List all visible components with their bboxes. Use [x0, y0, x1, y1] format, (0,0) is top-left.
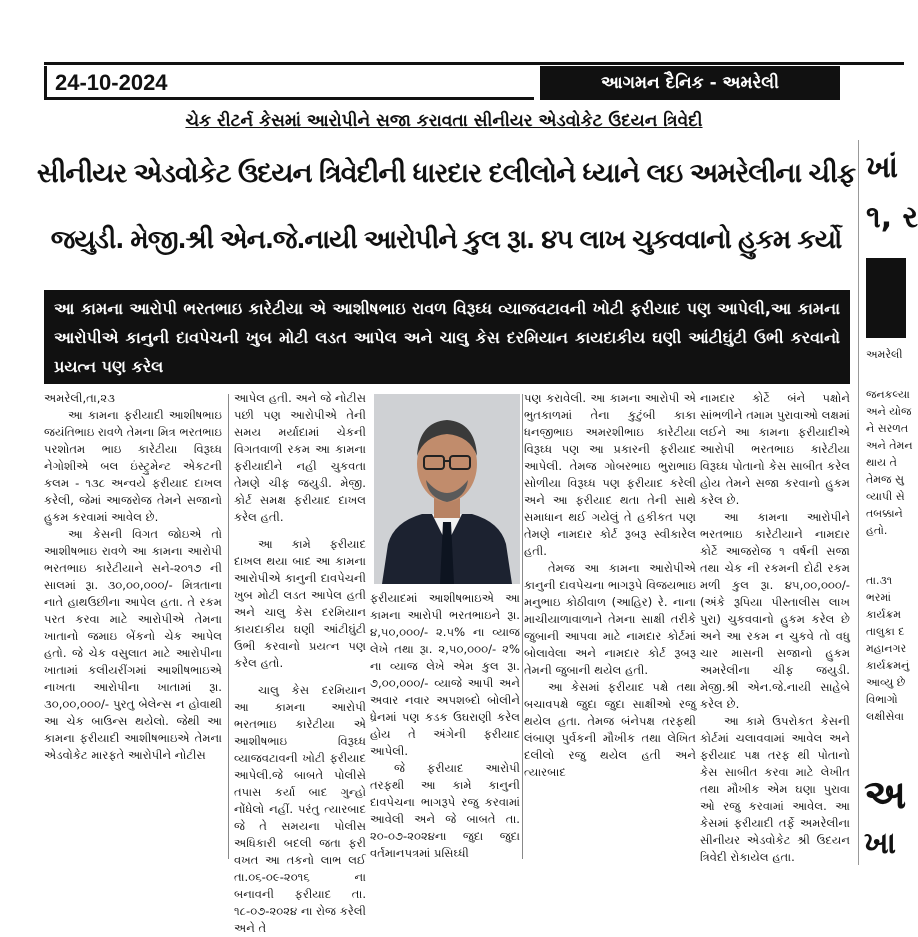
side-line: અને યોજ	[866, 405, 912, 418]
paragraph: આ કામના ફરીયાદી આશીષભાઇ જયંતિભાઇ રાવળે તેમના મિત્ર ભરતભાઇ પરશોતમ ભાઇ કારેટીયા વિરૂઘ્ધ નેગોશીએ બલ ઇંસ્ટ્રુમેન્ટ એકટની કલમ - ૧૩૮ અન્વયે ફરીયાદ દાખલ કરેલી, જેમાં આજરોજ તેમને સજાનો હુકમ કરવામાં આવેલ છે.	[44, 408, 222, 524]
article-column-4	[524, 390, 696, 860]
paragraph: આ કેસમાં ફરીયાદ પક્ષે તથા બચાવપક્ષે જુદા જુદા સાક્ષીઓ રજુ થયેલ હતા. તેમજ બંનેપક્ષ તરફથી લંબાણ પુર્વકની મૌખીક તથા લેખિત દલીલો રજુ થયેલ હતી અને ત્યારબાદ	[524, 680, 696, 779]
side-column-text-b	[866, 572, 910, 725]
side-line: લક્ષીસેવા	[866, 710, 904, 723]
side-dateline: અમરેલી	[866, 348, 903, 361]
paragraph: આ કામે ફરીયાદ દાખલ થયા બાદ આ કામના આરોપીએ કાનુની દાવપેચની ખુબ મોટી લડત આપેલ હતી અને ચાલુ કેસ દરમિયાન કાયદાકીય ઘણી આંટીઘુંટી ઉભી કરવાનો પ્રયત્ન પણ કરેલ હતો.	[234, 537, 366, 670]
side-line: ભરમાં	[866, 591, 891, 604]
article-column-2	[234, 390, 366, 935]
side-line: હતો.	[866, 524, 888, 537]
paragraph: નામદાર કોર્ટે બંને પક્ષોને સાંભળીને તમામ પુરાવાઓ લક્ષમાં લઈને આ કામના ફરીયાદીએ આરોપી ભરતભાઇ કારેટીયા વિરૂઘ્ધ પોતાનો કેસ સાબીત કરેલ હોય તેમને સજા કરવાનો હુકમ કરેલ છે.	[700, 391, 850, 507]
headline-line-2: જયુડી. મેજી.શ્રી એન.જે.નાયી આરોપીને કુલ રૂા. ૪૫ લાખ ચુકવવાનો હુકમ કર્યો	[50, 225, 842, 255]
paragraph: આપેલ હતી. અને જે નોટીસ પછી પણ આરોપીએ તેની સમય મર્યાદામાં ચેકની વિગતવાળી રકમ આ કામના ફરીયાદીને નહી ચુકવતા તેમણે ચીફ જયુડી. મેજી. કોર્ટ સમક્ષ ફરીયાદ દાખલ કરેલ હતી.	[234, 391, 366, 524]
side-line: આવ્યુ છે	[866, 676, 906, 689]
paragraph: આ કેસની વિગત જોઇએ તો આશીષભાઇ રાવળે આ કામના આરોપી ભરતભાઇ કારેટીયાને સને-૨૦૧૭ ની સાલમાં રૂા. ૩૦,૦૦,૦૦૦/- મિત્રતાના નાતે હાથઉછીના આપેલ હતા. તે રકમ પરત કરવા માટે આરોપીએ તેમના ખાતાનો જમાઇ બેંકનો ચેક આપેલ હતો. જે ચેક વસુલાત માટે આરોપીના ખાતામાં કલીયરીંગમાં આશીષભાઇએ નાખતા આરોપીના ખાતામાં રૂા. ૩૦,૦૦,૦૦૦/- પુરતુ બેલેન્સ ન હોવાથી આ ચેક બાઉન્સ થયેલો. જેથી આ કામના ફરીયાદી આશીષભાઇએ તેમના એડવોકેટ મારફતે આરોપીને નોટીસ	[44, 527, 222, 762]
side-column-divider	[858, 140, 859, 865]
issue-date: 24-10-2024	[44, 66, 534, 100]
side-headline-1: ખાં	[866, 150, 899, 185]
side-column-text-a	[866, 386, 913, 539]
article-deck: આ કામના આરોપી ભરતભાઇ કારેટીયા એ આશીષભાઇ રાવળ વિરૂઘ્ધ વ્યાજવટાવની ખોટી ફરીયાદ પણ આપેલી,આ કામના આરોપીએ કાનુની દાવપેચની ખુબ મોટી લડત આપેલ અને ચાલુ કેસ દરમિયાન કાયદાકીય ઘણી આંટીઘુંટી ઉભી કરવાનો પ્રયત્ન પણ કરેલ	[44, 290, 850, 384]
masthead: આગમન દૈનિક - અમરેલી	[540, 66, 840, 100]
article-column-1	[44, 390, 222, 860]
paragraph: ચાલુ કેસ દરમિયાન આ કામના આરોપી ભરતભાઇ કારેટીયા એ આશીષભાઇ વિરૂઘ્ધ વ્યાજવટાવની ખોટી ફરીયાદ આપેલી.જે બાબતે પોલીસે તપાસ કર્યા બાદ ગુન્હો નોંધેલો નહીં. પરંતુ ત્યારબાદ જે તે સમયના પોલીસ અધિકારી બદલી જતા ફરી વખત આ તકનો લાભ લઈ તા.૦૬-૦૯-૨૦૧૬ ના બનાવની ફરીયાદ તા. ૧૮-૦૭-૨૦૨૪ ના રોજ કરેલી અને તે	[234, 683, 366, 935]
side-line: તા.૩૧	[866, 574, 893, 587]
side-line: ને સરળત	[866, 422, 909, 435]
paragraph: જે ફરીયાદ આરોપી તરફથી આ કામે કાનુની દાવપેચના ભાગરૂપે રજુ કરવામાં આવેલી અને જે બાબતે તા. ૨૦-૦૭-૨૦૨૪ના જુદા જુદા વર્તમાનપત્રમાં પ્રસિઘ્ધી	[370, 761, 520, 860]
header-rule	[44, 62, 904, 65]
side-line: કાર્યક્રમ	[866, 608, 902, 621]
side-line: વ્યાપી સે	[866, 490, 905, 503]
side-line: જનકલ્યા	[866, 388, 910, 401]
article-kicker: ચેક રીટર્ન કેસમાં આરોપીને સજા કરાવતા સીનીયર એડવોકેટ ઉદયન ત્રિવેદી	[185, 111, 703, 131]
side-deck-block	[866, 258, 906, 338]
side-line: તાલુકા દ	[866, 625, 905, 638]
side-line: વિભાગો	[866, 693, 898, 706]
side-line: અને તેમન	[866, 439, 913, 452]
dateline: અમરેલી,તા,૨૩	[44, 391, 115, 405]
column-divider	[228, 394, 229, 859]
advocate-photo	[374, 394, 520, 584]
side-line: થાય તે	[866, 456, 897, 469]
side-headline-2: ૧, ર	[866, 200, 918, 235]
paragraph: ફરીયાદમાં આશીષભાઇએ આ કામના આરોપી ભરતભાઇને રૂા. ૪,૫૦,૦૦૦/- ૨.૫% ના વ્યાજ લેખે તથા રૂા. ૨,૫૦,૦૦૦/- ૨% ના વ્યાજ લેખે એમ કુલ રૂા. ૭,૦૦,૦૦૦/- વ્યાજે આપી અને અવાર નવાર અપશબ્દો બોલીને ધ્રેનમાં પણ કડક ઉઘરાણી કરેલ હોય તે અંગેની ફરીયાદ આપેલી.	[370, 591, 520, 758]
side-line: મહાનગર	[866, 642, 907, 655]
side-line: તબક્કાને	[866, 507, 903, 520]
paragraph: આ કામે ઉપરોકત કેસની કોર્ટમાં ચલાવવામાં આવેલ અને ફરીયાદ પક્ષ તરફ થી પોતાનો કેસ સાબીત કરવા માટે લેખીત તથા મૌખીક એમ ઘણા પુરાવા ઓ રજુ કરવામાં આવેલ. આ કેસમાં ફરીયાદી તર્ફે અમરેલીના સીનીયર એડવોકેટ શ્રી ઉદયન ત્રિવેદી રોકાયેલ હતા.	[700, 714, 850, 864]
article-column-3	[370, 590, 520, 860]
portrait-illustration	[374, 394, 520, 584]
side-headline-3: અ	[864, 772, 907, 818]
side-line: કાર્યક્રમનું	[866, 659, 910, 672]
headline-line-1: સીનીયર એડવોકેટ ઉદયન ત્રિવેદીની ધારદાર દલીલોને ધ્યાને લઇ અમરેલીના ચીફ	[36, 158, 856, 189]
article-column-5	[700, 390, 850, 864]
paragraph: તેમજ આ કામના આરોપીએ કાનુની દાવપેચના ભાગરૂપે વિજયભાઇ મનુભાઇ કોઠીવાળ (આહિર) રે. નાના માચીયાળાવાળાને તેમના સાક્ષી તરીકે જુબાની આપવા માટે નામદાર કોર્ટમાં બોલાવેલા અને નામદાર કોર્ટ રૂબરૂ તેમની જુબાની થયેલ હતી.	[524, 561, 696, 677]
side-line: તેમજ સુ	[866, 473, 904, 486]
side-headline-4: ખા	[864, 826, 897, 861]
paragraph: આ કામના આરોપીને ભરતભાઇ કારેટીયાને નામદાર કોર્ટે આજરોજ ૧ વર્ષની સજા તથા ચેક ની રકમની દોઢી રકમ મળી કુલ રૂા. ૪૫,૦૦,૦૦૦/- (અંકે રૂપિયા પીસ્તાલીસ લાખ પુરા) ચુકવવાનો હુકમ કરેલ છે અને આ રકમ ન ચુકવે તો વધુ ચાર માસની સજાનો હુકમ અમરેલીના ચીફ જયુડી. મેજી.શ્રી એન.જે.નાયી સાહેબે કરેલ છે.	[700, 510, 850, 711]
paragraph: પણ કરાવેલી. આ કામના આરોપી એ ભુતકાળમાં તેના કુટુંબી કાકા ધનજીભાઇ અમરશીભાઇ કારેટીયા વિરૂઘ્ધ પણ આ પ્રકારની ફરીયાદ આપેલી. તેમજ ગોબરભાઇ ભુરાભાઇ સોળીયા વિરૂઘ્ધ પણ ફરીયાદ કરેલી અને આ ફરીયાદ થતા તેની સાથે સમાધાન થઈ ગયેલું તે હકીકત પણ તેમણે નામદાર કોર્ટ રૂબરૂ સ્વીકારેલ હતી.	[524, 391, 696, 558]
column-divider	[522, 394, 523, 859]
